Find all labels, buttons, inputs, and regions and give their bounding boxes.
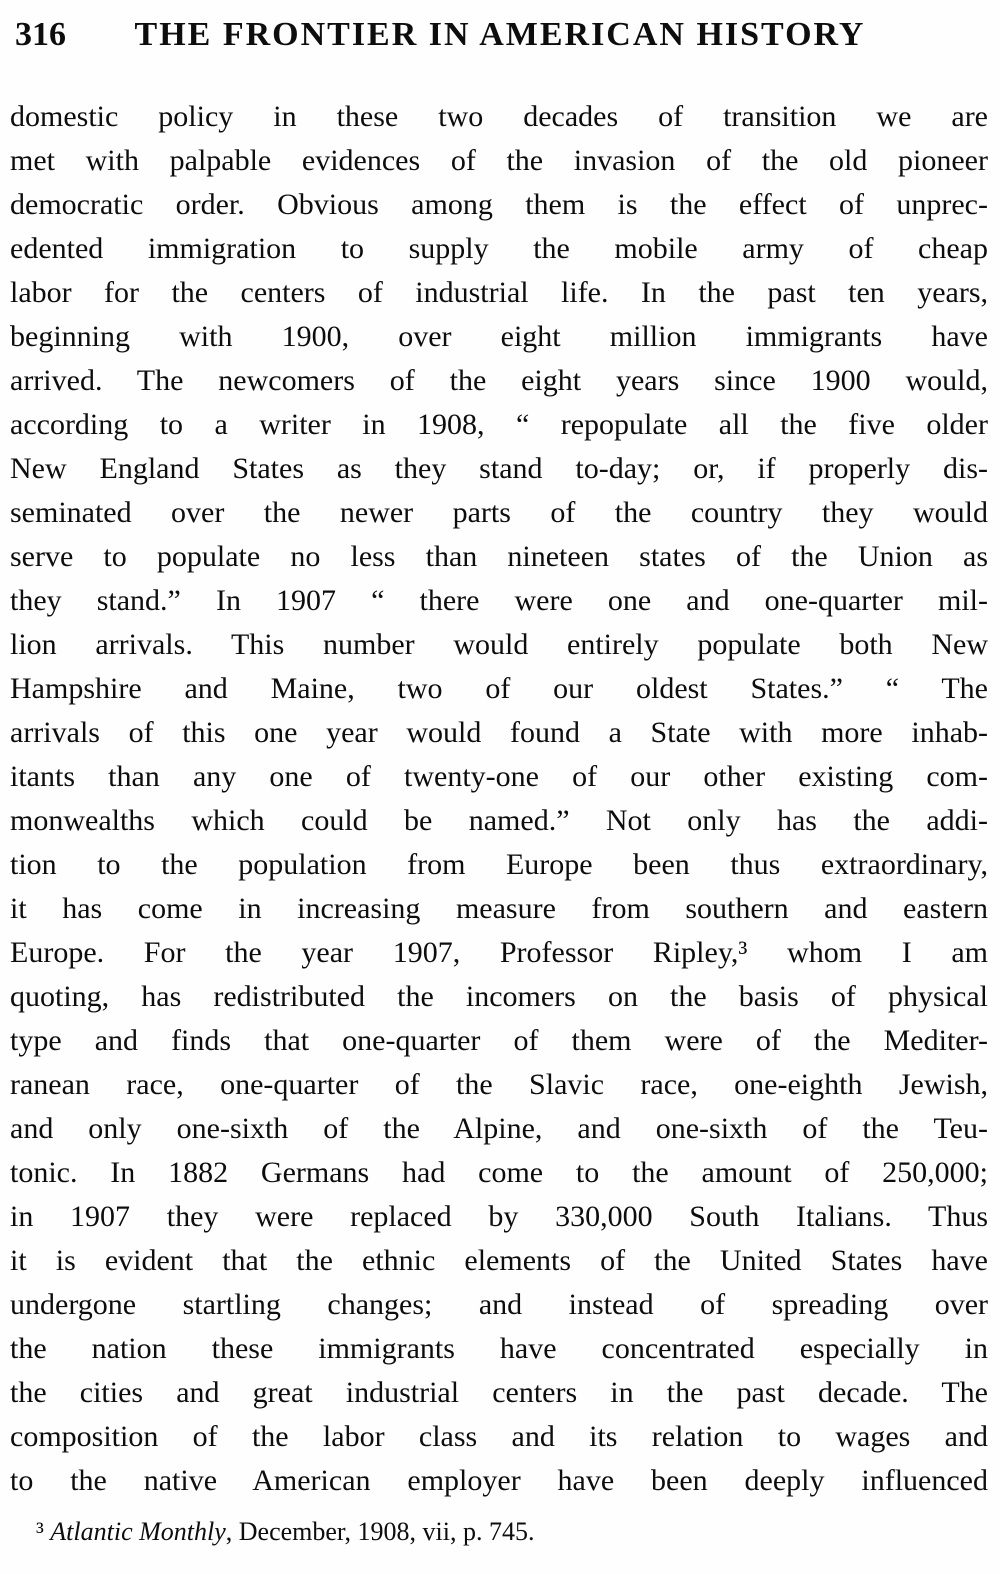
text-line: Hampshire and Maine, two of our oldest States.” “ The xyxy=(10,672,988,705)
text-line: beginning with 1900, over eight million immigrants have xyxy=(10,320,988,353)
text-line: seminated over the newer parts of the country they would xyxy=(10,496,988,529)
text-line: met with palpable evidences of the invasion of the old pioneer xyxy=(10,144,988,177)
text-line: the nation these immigrants have concentrated especially in xyxy=(10,1332,988,1365)
running-title: THE FRONTIER IN AMERICAN HISTORY xyxy=(134,16,866,53)
text-line: ranean race, one-quarter of the Slavic race, one-eighth Jewish, xyxy=(10,1068,988,1101)
footnote xyxy=(36,1515,988,1549)
text-line: New England States as they stand to-day; or, if properly dis- xyxy=(10,452,988,485)
text-line: it has come in increasing measure from southern and eastern xyxy=(10,892,988,925)
text-line: tion to the population from Europe been thus extraordinary, xyxy=(10,848,988,881)
text-line: tonic. In 1882 Germans had come to the amount of 250,000; xyxy=(10,1156,988,1189)
text-line: composition of the labor class and its relation to wages and xyxy=(10,1420,988,1453)
text-line: itants than any one of twenty-one of our other existing com- xyxy=(10,760,988,793)
text-line: in 1907 they were replaced by 330,000 South Italians. Thus xyxy=(10,1200,988,1233)
text-line: it is evident that the ethnic elements of the United States have xyxy=(10,1244,988,1277)
text-line: arrived. The newcomers of the eight years since 1900 would, xyxy=(10,364,988,397)
text-line: edented immigration to supply the mobile army of cheap xyxy=(10,232,988,265)
page-number: 316 xyxy=(15,16,66,53)
text-line: domestic policy in these two decades of transition we are xyxy=(10,100,988,133)
text-line: democratic order. Obvious among them is the effect of unprec- xyxy=(10,188,988,221)
page-header xyxy=(0,14,1000,56)
text-line: Europe. For the year 1907, Professor Ripley,³ whom I am xyxy=(10,936,988,969)
footnote-marker: ³ xyxy=(36,1517,44,1546)
text-line: quoting, has redistributed the incomers on the basis of physical xyxy=(10,980,988,1013)
text-line: monwealths which could be named.” Not only has the addi- xyxy=(10,804,988,837)
text-line: and only one-sixth of the Alpine, and one-sixth of the Teu- xyxy=(10,1112,988,1145)
footnote-citation: , December, 1908, vii, p. 745. xyxy=(225,1517,535,1546)
text-line: the cities and great industrial centers in the past decade. The xyxy=(10,1376,988,1409)
text-line: they stand.” In 1907 “ there were one and one-quarter mil- xyxy=(10,584,988,617)
text-line: undergone startling changes; and instead of spreading over xyxy=(10,1288,988,1321)
text-line: arrivals of this one year would found a State with more inhab- xyxy=(10,716,988,749)
footnote-source: Atlantic Monthly xyxy=(50,1517,226,1546)
text-line: lion arrivals. This number would entirely populate both New xyxy=(10,628,988,661)
body-text xyxy=(10,95,988,1503)
text-line: according to a writer in 1908, “ repopulate all the five older xyxy=(10,408,988,441)
text-line: to the native American employer have been deeply influenced xyxy=(10,1464,988,1497)
text-line: labor for the centers of industrial life. In the past ten years, xyxy=(10,276,988,309)
text-line: serve to populate no less than nineteen states of the Union as xyxy=(10,540,988,573)
text-line: type and finds that one-quarter of them were of the Mediter- xyxy=(10,1024,988,1057)
